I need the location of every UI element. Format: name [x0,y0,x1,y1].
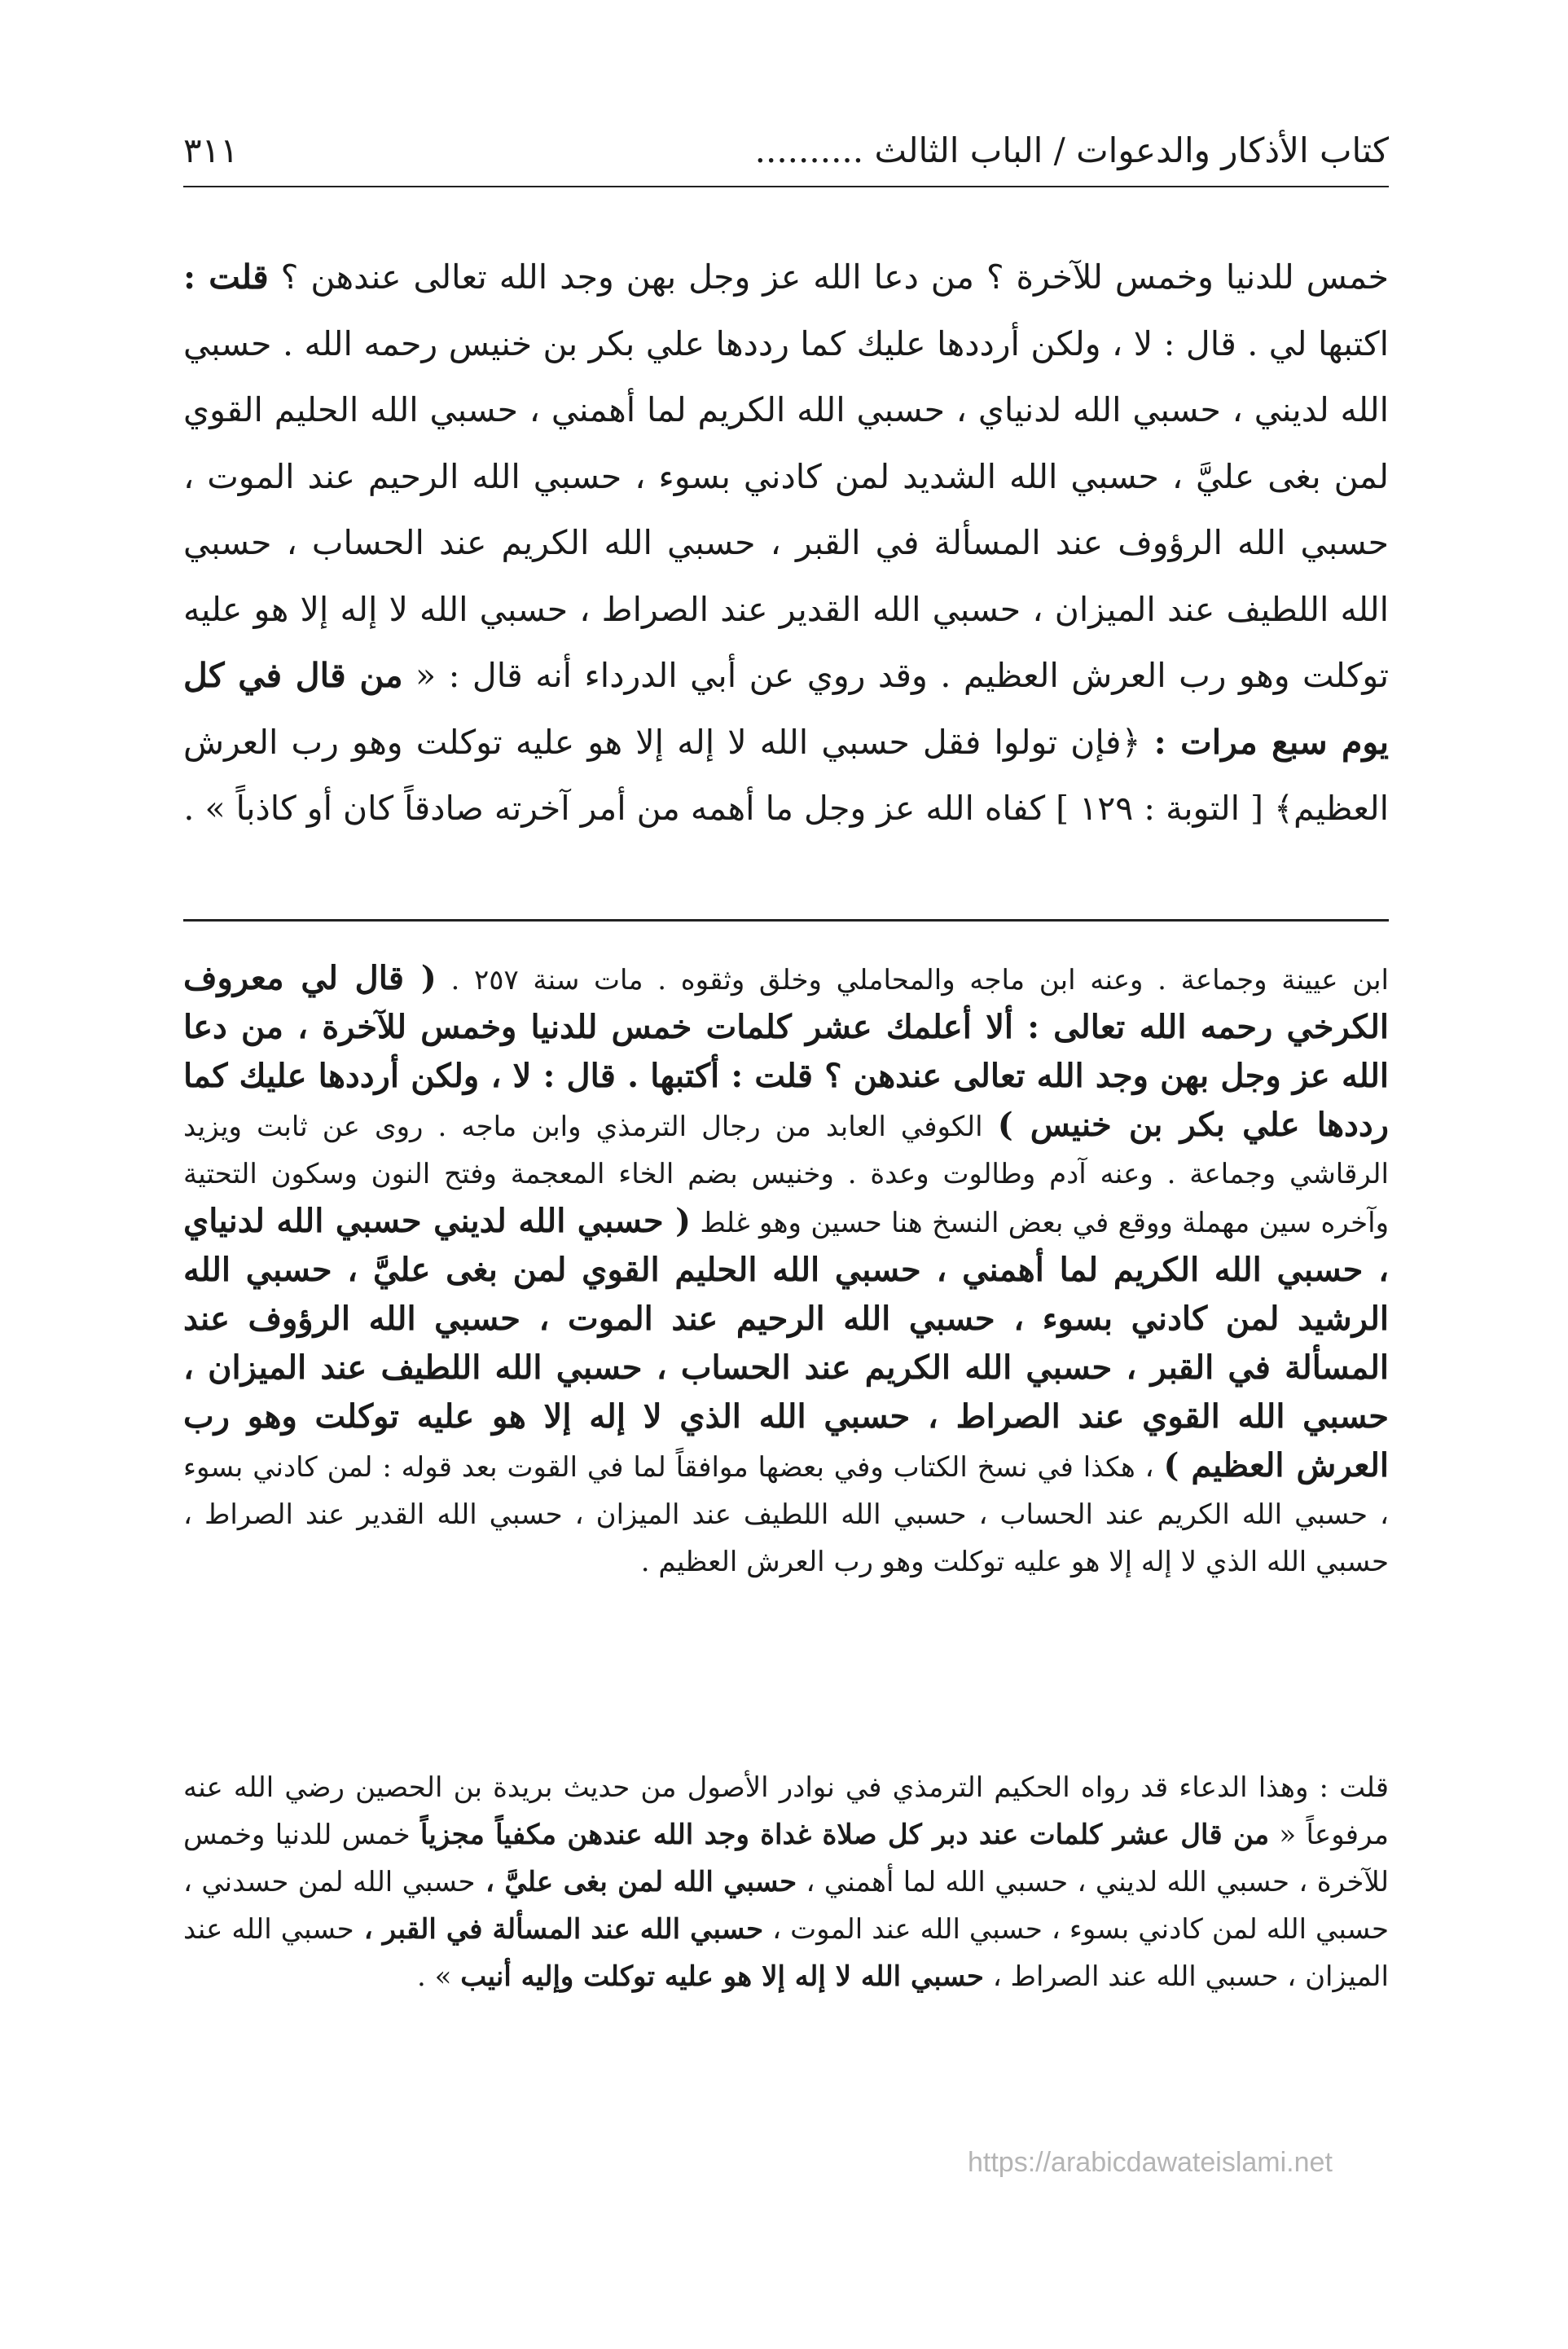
main-text-part: اكتبها لي . قال : لا ، ولكن أرددها عليك كما رددها علي بكر بن خنيس رحمه الله . [271,323,1389,363]
note-part: خمس للدنيا وخمس للآخرة ، حسبي الله لديني ، حسبي الله لما أهمني ، [183,1819,1389,1898]
note-part: حسبي الله لمن حسدني ، حسبي الله لمن كادني بسوء ، حسبي الله عند الموت ، [183,1866,1390,1946]
page-header [183,122,1389,179]
page-number: ٣١١ [183,130,239,170]
note-part: » . [417,1960,461,1993]
main-text-part: . وقد روي عن أبي الدرداء أنه قال : « [402,656,964,695]
second-note [183,1764,1389,2000]
main-text-part: خمس للدنيا وخمس للآخرة ؟ من دعا الله عز وجل بهن وجد الله تعالى عندهن ؟ [268,257,1389,297]
note-part-bold: حسبي الله لمن بغى عليَّ ، [475,1866,797,1898]
footnote-part: ابن عيينة وجماعة . وعنه ابن ماجه والمحاملي وخلق وثقوه . مات سنة ٢٥٧ . [436,964,1389,996]
footnote-separator [183,919,1389,922]
main-text-part: حسبي الله لديني ، حسبي الله لدنياي ، حسبي الله الكريم لما أهمني ، حسبي الله الحليم القوي لمن بغى عليَّ ، حسبي الله الشديد لمن كادني بسوء ، حسبي الله الرحيم عند الموت ، حسبي الله الرؤوف عند المسألة في القبر ، حسبي الله الكريم عند الحساب ، حسبي الله اللطيف عند الميزان ، حسبي الله القدير عند الصراط ، حسبي الله لا إله إلا هو عليه توكلت وهو رب العرش العظيم [183,323,1389,695]
footnote-part: الكوفي العابد من رجال الترمذي وابن ماجه . روى عن ثابت ويزيد الرقاشي وجماعة . وعنه آدم وطالوت وعدة . وخنيس بضم الخاء المعجمة وفتح النون وسكون التحتية وآخره سين مهملة ووقع في بعض النسخ هنا حسين وهو غلط [183,1111,1389,1239]
header-rule [183,186,1389,187]
main-text-part-bold: من قال في كل يوم سبع مرات : [183,656,1389,762]
note-part-bold: من قال عشر كلمات عند دبر كل صلاة غداة وجد الله عندهن مكفياً مجزياً [420,1819,1270,1851]
note-part-bold: حسبي الله لا إله إلا هو عليه توكلت وإليه أنيب [460,1960,984,1993]
note-part-bold: حسبي الله عند المسألة في القبر ، [354,1913,764,1946]
note-part: قلت : وهذا الدعاء قد رواه الحكيم الترمذي في نوادر الأصول من حديث بريدة بن الحصين رضي الله عنه مرفوعاً « [183,1771,1389,1851]
main-text-part-bold: قلت : [183,257,269,297]
main-text [183,244,1389,842]
note-part: حسبي الله عند الميزان ، حسبي الله عند الصراط ، [183,1913,1389,1993]
footnote-part-bold: ( قال لي معروف الكرخي رحمه الله تعالى : ألا أعلمك عشر كلمات خمس للدنيا وخمس للآخرة ، من دعا الله عز وجل بهن وجد الله تعالى عندهن ؟ قلت : أكتبها . قال : لا ، ولكن أرددها عليك كما رددها علي بكر بن خنيس ) [183,959,1389,1144]
footnote-part: ، هكذا في نسخ الكتاب وفي بعضها موافقاً لما في القوت بعد قوله : لمن كادني بسوء ، حسبي الله الكريم عند الحساب ، حسبي الله اللطيف عند الميزان ، حسبي الله القدير عند الصراط ، حسبي الله الذي لا إله إلا هو عليه توكلت وهو رب العرش العظيم . [183,1451,1389,1578]
main-text-part: ﴿فإن تولوا فقل حسبي الله لا إله إلا هو عليه توكلت وهو رب العرش العظيم﴾ [ التوبة : ١٢٩ ] كفاه الله عز وجل ما أهمه من أمر آخرته صادقاً كان أو كاذباً » . [183,722,1389,828]
footnote-part-bold: ( حسبي الله لديني حسبي الله لدنياي ، حسبي الله الكريم لما أهمني ، حسبي الله الحليم القوي لمن بغى عليَّ ، حسبي الله الرشيد لمن كادني بسوء ، حسبي الله الرحيم عند الموت ، حسبي الله الرؤوف عند المسألة في القبر ، حسبي الله الكريم عند الحساب ، حسبي الله اللطيف عند الميزان ، حسبي الله القوي عند الصراط ، حسبي الله الذي لا إله إلا هو عليه توكلت وهو رب العرش العظيم ) [183,1202,1389,1485]
commentary-footnote [183,955,1389,1586]
watermark-url: https://arabicdawateislami.net [968,2147,1333,2178]
running-title: كتاب الأذكار والدعوات / الباب الثالث .......... [754,130,1389,170]
